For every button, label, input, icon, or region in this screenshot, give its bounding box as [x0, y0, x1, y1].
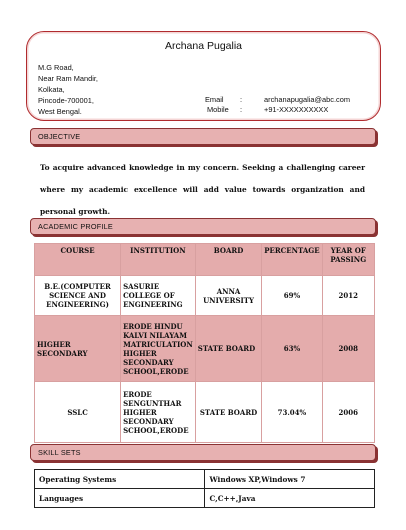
cell-year: 2008	[322, 316, 374, 382]
cell-course: B.E.(COMPUTER SCIENCE AND ENGINEERING)	[35, 276, 121, 316]
email-label: Email	[205, 95, 224, 104]
address-block	[38, 62, 98, 117]
address-line: West Bengal.	[38, 107, 82, 116]
email-separator: :	[240, 95, 243, 104]
cell-institution: ERODE SENGUNTHAR HIGHER SECONDARY SCHOOL,ERODE	[121, 382, 196, 443]
section-objective	[30, 128, 376, 145]
mobile-value: +91-XXXXXXXXXX	[264, 105, 329, 114]
cell-percentage: 63%	[262, 316, 322, 382]
table-row	[35, 316, 375, 382]
section-title: SKILL SETS	[38, 448, 81, 457]
cell-board: ANNA UNIVERSITY	[195, 276, 261, 316]
table-row	[35, 276, 375, 316]
email-value[interactable]: archanapugalia@abc.com	[264, 95, 350, 104]
section-skill-sets	[30, 444, 376, 461]
cell-course: HIGHER SECONDARY	[35, 316, 121, 382]
candidate-name: Archana Pugalia	[164, 40, 243, 52]
cell-percentage: 73.04%	[262, 382, 322, 443]
cell-board: STATE BOARD	[195, 316, 261, 382]
skill-category: Languages	[35, 489, 205, 508]
section-academic-profile	[30, 218, 376, 235]
cell-course: SSLC	[35, 382, 121, 443]
address-line: M.G Road,	[38, 63, 74, 72]
table-row	[35, 382, 375, 443]
mobile-label: Mobile	[207, 105, 229, 114]
mobile-separator: :	[240, 105, 243, 114]
address-line: Kolkata,	[38, 85, 65, 94]
cell-institution: ERODE HINDU KALVI NILAYAM MATRICULATION HIGHER SECONDARY SCHOOL,ERODE	[121, 316, 196, 382]
skills-table	[34, 469, 375, 508]
header-box	[26, 31, 381, 121]
column-header: PERCENTAGE	[262, 244, 322, 276]
table-row	[35, 470, 375, 489]
cell-year: 2006	[322, 382, 374, 443]
skill-value: Windows XP,Windows 7	[205, 470, 375, 489]
column-header: YEAR OF PASSING	[322, 244, 374, 276]
table-row	[35, 489, 375, 508]
section-title: OBJECTIVE	[38, 132, 81, 141]
skill-value: C,C++,Java	[205, 489, 375, 508]
academic-table	[34, 243, 375, 443]
cell-year: 2012	[322, 276, 374, 316]
column-header: BOARD	[195, 244, 261, 276]
address-line: Pincode-700001,	[38, 96, 94, 105]
cell-percentage: 69%	[262, 276, 322, 316]
column-header: INSTITUTION	[121, 244, 196, 276]
cell-board: STATE BOARD	[195, 382, 261, 443]
table-header-row	[35, 244, 375, 276]
objective-text: To acquire advanced knowledge in my concern. Seeking a challenging career where my academic excellence will add value towards organization and personal growth.	[40, 163, 365, 216]
section-title: ACADEMIC PROFILE	[38, 222, 113, 231]
address-line: Near Ram Mandir,	[38, 74, 98, 83]
column-header: COURSE	[35, 244, 121, 276]
skill-category: Operating Systems	[35, 470, 205, 489]
cell-institution: SASURIE COLLEGE OF ENGINEERING	[121, 276, 196, 316]
